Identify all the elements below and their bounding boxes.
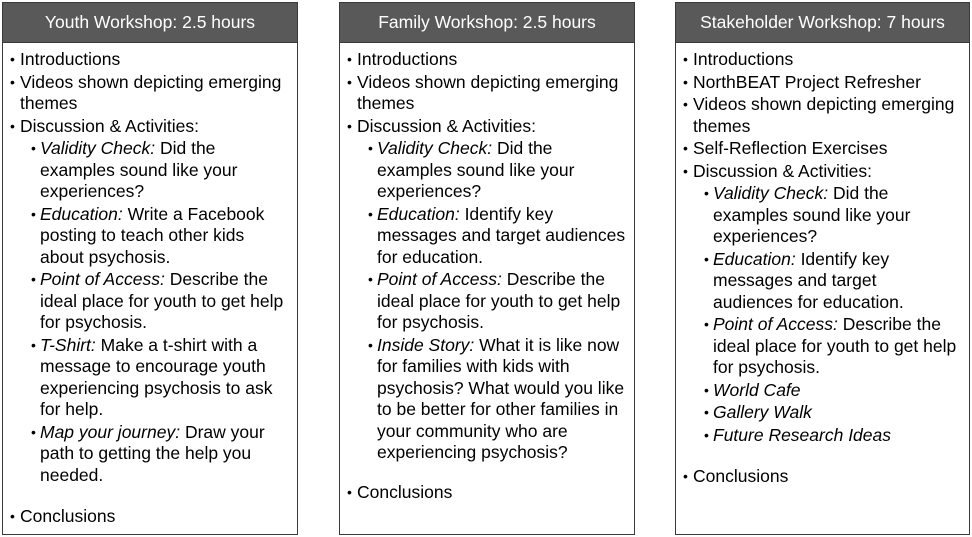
youth-discussion-label: Discussion & Activities: [20, 115, 199, 136]
activity-name: Validity Check: [713, 183, 829, 203]
youth-activity [30, 422, 289, 487]
stakeholder-workshop-title: Stakeholder Workshop: 7 hours [676, 3, 969, 43]
stakeholder-activity [703, 314, 961, 379]
activity-text: What it is like now for families with kids with psychosis? What would you like to be better for other families in your community who are experiencing psychosis? [377, 334, 625, 462]
family-workshop-panel [339, 2, 635, 535]
activity-text: Did the examples sound like your experiences? [377, 138, 575, 201]
activity-name: Point of Access: [713, 314, 838, 334]
activity-name: Map your journey: [40, 421, 181, 442]
family-discussion-label: Discussion & Activities: [357, 115, 536, 136]
activity-name: Validity Check: [377, 138, 493, 158]
stakeholder-activity [703, 402, 961, 424]
stakeholder-workshop-panel [675, 2, 970, 535]
stakeholder-introductions: • Introductions [684, 49, 961, 71]
activity-name: Point of Access: [377, 269, 502, 289]
stakeholder-refresher: • NorthBEAT Project Refresher [684, 72, 961, 94]
family-conclusions: • Conclusions [348, 482, 626, 504]
stakeholder-conclusions: • Conclusions [684, 466, 961, 488]
activity-name: Point of Access: [40, 269, 165, 289]
activity-name: Gallery Walk [713, 402, 812, 422]
activity-name: Education: [377, 203, 460, 224]
activity-text: Did the examples sound like your experiences? [713, 183, 911, 246]
activity-text: Describe the ideal place for youth to get help for psychosis. [40, 269, 284, 332]
activity-name: Inside Story: [377, 334, 475, 355]
family-workshop-title: Family Workshop: 2.5 hours [340, 3, 634, 43]
activity-name: T-Shirt: [40, 334, 96, 355]
youth-activity [30, 269, 289, 334]
family-activity [367, 335, 626, 464]
activity-text: Did the examples sound like your experiences? [40, 138, 238, 201]
stakeholder-activity [703, 425, 961, 447]
activity-text: Describe the ideal place for youth to get help for psychosis. [713, 314, 957, 377]
activity-text: Draw your path to getting the help you needed. [40, 421, 265, 485]
activity-name: Future Research Ideas [713, 424, 892, 445]
stakeholder-activity [703, 183, 961, 248]
family-discussion [348, 116, 626, 464]
activity-name: World Cafe [713, 379, 801, 400]
youth-conclusions: • Conclusions [11, 506, 289, 528]
activity-text: Make a t-shirt with a message to encourage youth experiencing psychosis to ask for help. [40, 334, 273, 419]
activity-name: Validity Check: [40, 138, 156, 158]
stakeholder-self-reflection: • Self-Reflection Exercises [684, 138, 961, 160]
youth-discussion [11, 116, 289, 487]
activity-text: Describe the ideal place for youth to get help for psychosis. [377, 269, 621, 332]
stakeholder-activity [703, 249, 961, 314]
stakeholder-discussion-label: Discussion & Activities: [693, 160, 872, 181]
stakeholder-activity [703, 380, 961, 402]
youth-activity [30, 204, 289, 269]
family-videos: • Videos shown depicting emerging themes [348, 72, 626, 115]
youth-workshop-panel [2, 2, 298, 535]
youth-workshop-title: Youth Workshop: 2.5 hours [3, 3, 297, 43]
stakeholder-discussion [684, 161, 961, 447]
activity-name: Education: [40, 203, 123, 224]
youth-videos: • Videos shown depicting emerging themes [11, 72, 289, 115]
family-introductions: • Introductions [348, 49, 626, 71]
family-activity [367, 269, 626, 334]
activity-text: Identify key messages and target audiences for education. [377, 203, 626, 267]
family-activity [367, 138, 626, 203]
youth-introductions: • Introductions [11, 49, 289, 71]
activity-name: Education: [713, 248, 796, 269]
youth-activity [30, 138, 289, 203]
family-activity [367, 204, 626, 269]
youth-activity [30, 335, 289, 421]
activity-text: Write a Facebook posting to teach other kids about psychosis. [40, 203, 265, 267]
activity-text: Identify key messages and target audiences for education. [713, 248, 904, 312]
stakeholder-videos: • Videos shown depicting emerging themes [684, 94, 961, 137]
